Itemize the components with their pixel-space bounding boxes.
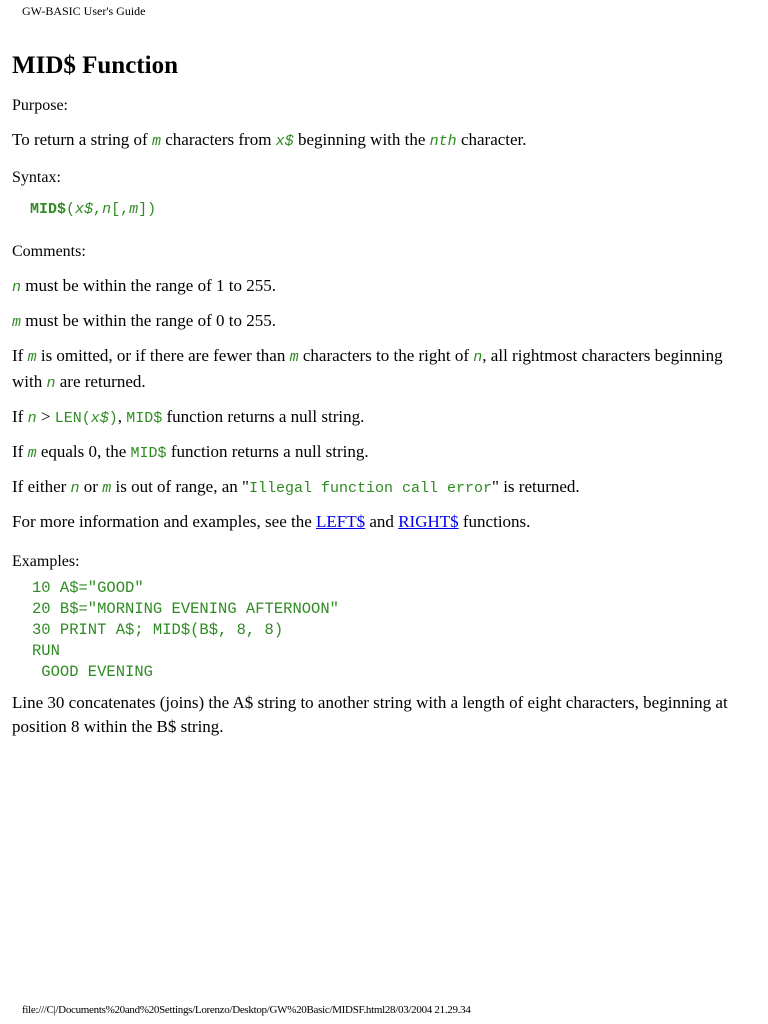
- purpose-text: [12, 128, 742, 154]
- comment-text: is omitted, or if there are fewer than: [36, 346, 290, 365]
- variable-n: n: [46, 375, 56, 392]
- comment-text: If: [12, 346, 28, 365]
- comment-text: For more information and examples, see the: [12, 512, 317, 531]
- comment-m-zero: [12, 440, 742, 466]
- comment-text: function returns a null string.: [166, 442, 369, 461]
- variable-m: m: [151, 133, 161, 150]
- syntax-function-name: MID$: [30, 201, 67, 218]
- code-line: 30 PRINT A$; MID$(B$, 8, 8): [32, 621, 284, 639]
- variable-nth: nth: [429, 133, 457, 150]
- code-mid-function: MID$: [130, 445, 167, 462]
- page-title: MID$ Function: [12, 52, 178, 79]
- comment-m-range: [12, 309, 742, 335]
- comment-text: functions.: [458, 512, 531, 531]
- comment-text: and: [365, 512, 399, 531]
- purpose-label: Purpose:: [12, 97, 68, 114]
- comment-text: is out of range, an ": [111, 477, 249, 496]
- example-description: Line 30 concatenates (joins) the A$ string to another string with a length of eight characters, beginning at position 8 within the B$ string.: [12, 693, 728, 736]
- syntax-separator: ,: [93, 201, 103, 218]
- syntax-arg-m: m: [129, 201, 139, 218]
- comment-text: " is returned.: [492, 477, 580, 496]
- code-line: GOOD EVENING: [32, 663, 153, 681]
- comment-text: function returns a null string.: [162, 407, 365, 426]
- variable-n: n: [70, 480, 80, 497]
- example-code-block: [32, 578, 742, 683]
- purpose-text-part: characters from: [160, 130, 276, 149]
- comment-text: characters to the right of: [298, 346, 474, 365]
- purpose-text-part: character.: [456, 130, 527, 149]
- variable-x-string: x$: [90, 410, 109, 427]
- comment-text: , all rightmost characters beginning with: [12, 346, 723, 391]
- code-len-function: LEN(: [54, 410, 91, 427]
- code-line: 10 A$="GOOD": [32, 579, 144, 597]
- variable-n: n: [27, 410, 37, 427]
- comment-m-omitted: [12, 344, 742, 396]
- comment-text: If: [12, 407, 28, 426]
- comments-label: Comments:: [12, 243, 86, 260]
- variable-n: n: [473, 349, 483, 366]
- variable-m: m: [289, 349, 299, 366]
- syntax-label: Syntax:: [12, 169, 61, 186]
- comment-see-also: [12, 510, 742, 534]
- code-error-message: Illegal function call error: [248, 480, 492, 497]
- comment-out-of-range: [12, 475, 742, 501]
- code-paren: ): [108, 410, 118, 427]
- syntax-optional-bracket: [,: [111, 201, 130, 218]
- page-header: GW-BASIC User's Guide: [22, 4, 146, 18]
- variable-m: m: [102, 480, 112, 497]
- code-line: RUN: [32, 642, 60, 660]
- comment-text: If: [12, 442, 28, 461]
- comment-text: >: [36, 407, 55, 426]
- code-line: 20 B$="MORNING EVENING AFTERNOON": [32, 600, 339, 618]
- code-mid-function: MID$: [126, 410, 163, 427]
- variable-m: m: [27, 349, 37, 366]
- comment-text: equals 0, the: [36, 442, 131, 461]
- left-function-link[interactable]: LEFT$: [316, 512, 366, 531]
- variable-n: n: [12, 279, 22, 296]
- purpose-text-part: beginning with the: [293, 130, 430, 149]
- right-function-link[interactable]: RIGHT$: [398, 512, 459, 531]
- page-footer: file:///C|/Documents%20and%20Settings/Lorenzo/Desktop/GW%20Basic/MIDSF.html28/03/2004 21.29.34: [22, 1004, 471, 1016]
- syntax-close: ]): [138, 201, 157, 218]
- comment-text: ,: [117, 407, 127, 426]
- comment-text: are returned.: [55, 372, 146, 391]
- comment-text: If either: [12, 477, 71, 496]
- purpose-text-part: To return a string of: [12, 130, 152, 149]
- comment-text: or: [79, 477, 103, 496]
- comment-text: must be within the range of 1 to 255.: [21, 276, 276, 295]
- variable-m: m: [27, 445, 37, 462]
- syntax-arg-x: x$: [75, 201, 94, 218]
- variable-m: m: [12, 314, 22, 331]
- comment-text: must be within the range of 0 to 255.: [21, 311, 276, 330]
- syntax-paren: (: [66, 201, 76, 218]
- syntax-code: [30, 200, 742, 220]
- variable-x-string: x$: [275, 133, 294, 150]
- comment-n-range: [12, 274, 742, 300]
- document-content: [12, 50, 742, 748]
- examples-label: Examples:: [12, 553, 80, 570]
- comment-n-greater-len: [12, 405, 742, 431]
- syntax-arg-n: n: [102, 201, 112, 218]
